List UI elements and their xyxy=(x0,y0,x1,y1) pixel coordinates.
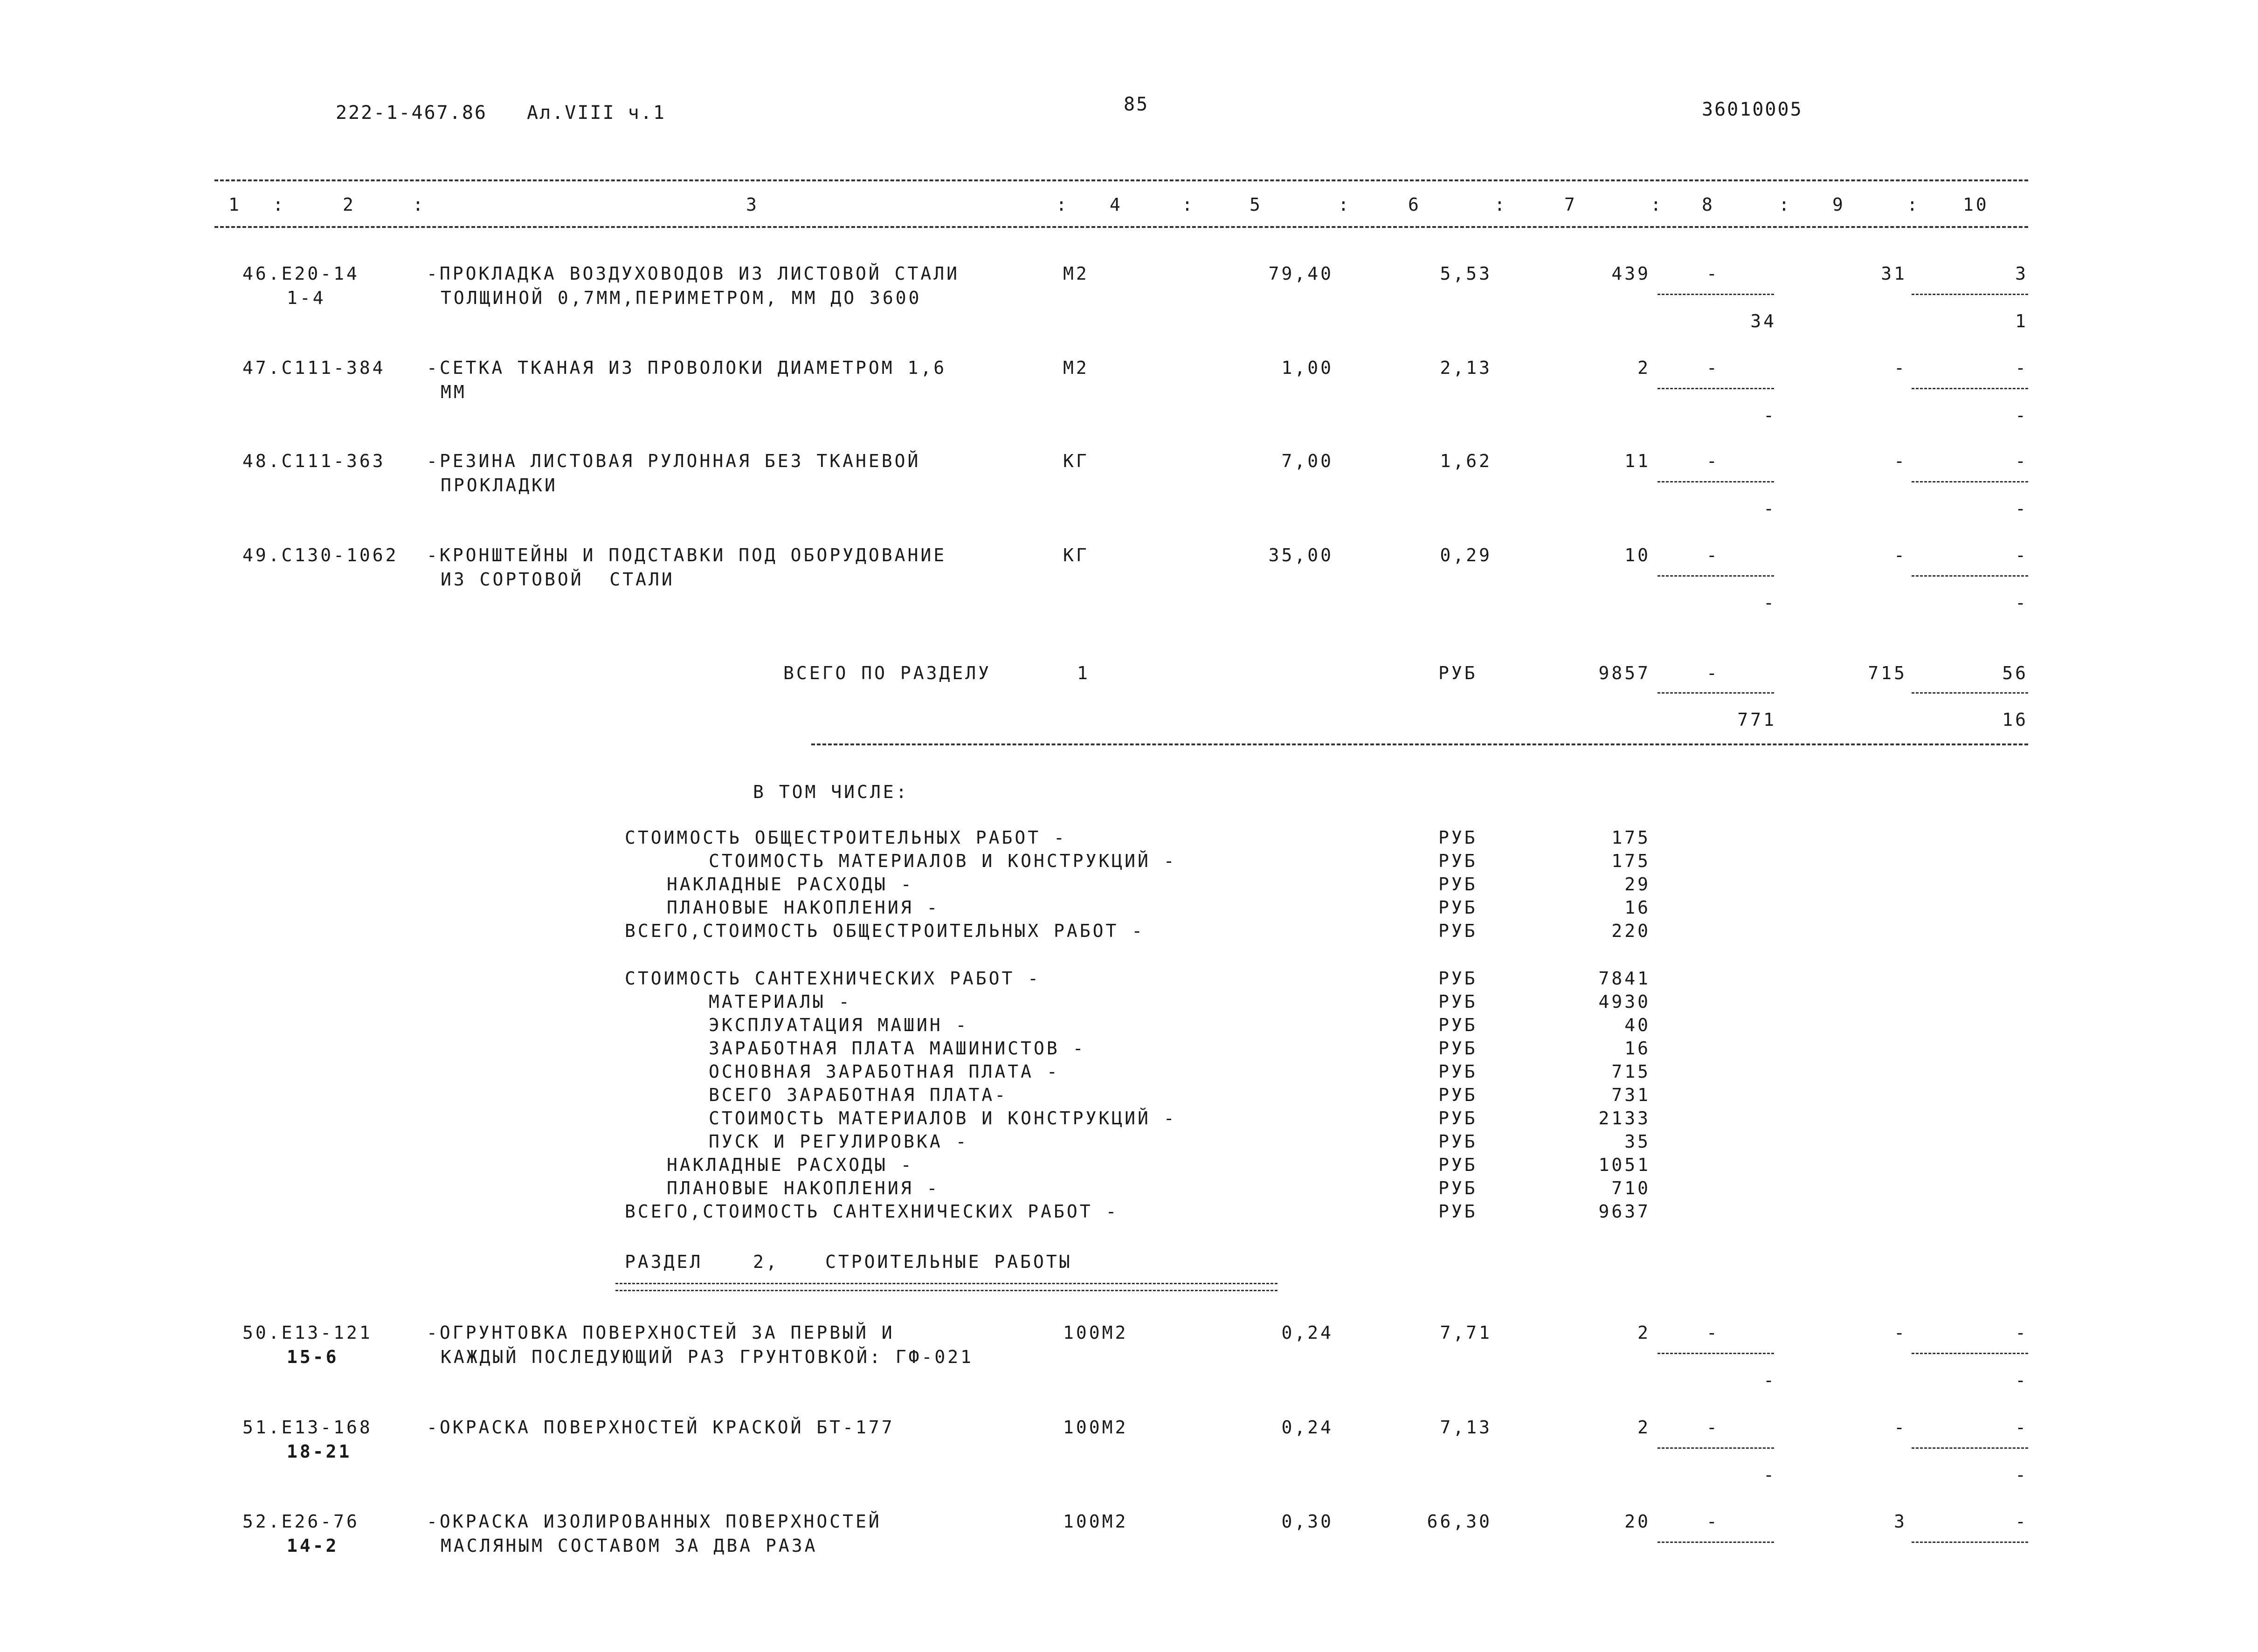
row-col10: - xyxy=(2015,358,2028,378)
row-quantity: 0,24 xyxy=(1281,1322,1333,1343)
row-unit: 100М2 xyxy=(1063,1417,1128,1438)
row-total: 2 xyxy=(1637,1322,1650,1343)
row-col10: - xyxy=(2015,1417,2028,1438)
summary-label: ОСНОВНАЯ ЗАРАБОТНАЯ ПЛАТА - xyxy=(709,1061,1060,1082)
summary-value: 35 xyxy=(1624,1131,1650,1152)
summary-value: 4930 xyxy=(1598,991,1650,1012)
row-col10-lower: - xyxy=(2015,592,2028,613)
row-col8-lower: - xyxy=(1763,592,1776,613)
row-unit-price: 7,71 xyxy=(1440,1322,1492,1343)
row-col8-lower: - xyxy=(1763,405,1776,426)
summary-value: 7841 xyxy=(1598,968,1650,989)
summary-label: ЭКСПЛУАТАЦИЯ МАШИН - xyxy=(709,1015,969,1035)
summary-unit: РУБ xyxy=(1438,1038,1478,1059)
row-unit: КГ xyxy=(1063,545,1089,565)
summary-label: НАКЛАДНЫЕ РАСХОДЫ - xyxy=(667,1155,914,1175)
page-number: 85 xyxy=(1124,94,1149,115)
summary-value: 220 xyxy=(1611,921,1650,941)
row-col8-divider xyxy=(1657,388,1774,389)
section-total-label: ВСЕГО ПО РАЗДЕЛУ xyxy=(783,663,992,683)
summary-value: 1051 xyxy=(1598,1155,1650,1175)
header-rule-bottom xyxy=(214,226,2028,228)
row-col10-divider xyxy=(1912,1542,2028,1543)
column-number: 5 xyxy=(1250,194,1263,215)
row-total: 2 xyxy=(1637,1417,1650,1438)
summary-value: 175 xyxy=(1611,851,1650,871)
summary-label: СТОИМОСТЬ ОБЩЕСТРОИТЕЛЬНЫХ РАБОТ - xyxy=(625,827,1067,848)
summary-value: 175 xyxy=(1611,827,1650,848)
row-description-cont: ТОЛЩИНОЙ 0,7ММ,ПЕРИМЕТРОМ, ММ ДО 3600 xyxy=(441,288,922,308)
section-total-number: 1 xyxy=(1077,663,1090,683)
summary-value: 2133 xyxy=(1598,1108,1650,1129)
summary-unit: РУБ xyxy=(1438,1201,1478,1222)
row-total: 20 xyxy=(1624,1511,1650,1532)
row-col8: - xyxy=(1706,1511,1719,1532)
row-col10: - xyxy=(2015,1322,2028,1343)
column-number: 2 xyxy=(343,194,356,215)
row-total: 439 xyxy=(1611,263,1650,284)
summary-unit: РУБ xyxy=(1438,1108,1478,1129)
column-number: 6 xyxy=(1408,194,1421,215)
row-subcode: 18-21 xyxy=(287,1441,352,1462)
section-total-unit: РУБ xyxy=(1438,663,1478,683)
summary-unit: РУБ xyxy=(1438,968,1478,989)
column-number: 1 xyxy=(228,194,242,215)
row-unit-price: 2,13 xyxy=(1440,358,1492,378)
summary-label: ВСЕГО ЗАРАБОТНАЯ ПЛАТА- xyxy=(709,1085,1008,1105)
row-unit: КГ xyxy=(1063,451,1089,471)
row-col10-lower: - xyxy=(2015,1370,2028,1390)
row-col10-divider xyxy=(1912,1447,2028,1449)
summary-unit: РУБ xyxy=(1438,1085,1478,1105)
row-col8-divider xyxy=(1657,1353,1774,1354)
section-total-col8: - xyxy=(1706,663,1719,683)
row-quantity: 35,00 xyxy=(1268,545,1333,565)
row-description-cont: КАЖДЫЙ ПОСЛЕДУЮЩИЙ РАЗ ГРУНТОВКОЙ: ГФ-021 xyxy=(441,1347,974,1367)
row-unit-price: 7,13 xyxy=(1440,1417,1492,1438)
row-subcode: 1-4 xyxy=(287,288,326,308)
row-description: -КРОНШТЕЙНЫ И ПОДСТАВКИ ПОД ОБОРУДОВАНИЕ xyxy=(427,545,947,565)
row-col8-lower: - xyxy=(1763,498,1776,519)
summary-label: ВСЕГО,СТОИМОСТЬ САНТЕХНИЧЕСКИХ РАБОТ - xyxy=(625,1201,1119,1222)
summary-unit: РУБ xyxy=(1438,851,1478,871)
row-unit: М2 xyxy=(1063,358,1089,378)
column-separator: : xyxy=(1182,194,1195,215)
summary-value: 16 xyxy=(1624,897,1650,918)
row-code: 50.Е13-121 xyxy=(242,1322,373,1343)
doc-code: 222-1-467.86 xyxy=(336,102,487,124)
row-col8-lower: - xyxy=(1763,1370,1776,1390)
row-unit-price: 1,62 xyxy=(1440,451,1492,471)
column-number: 3 xyxy=(746,194,759,215)
column-separator: : xyxy=(1650,194,1664,215)
row-total: 2 xyxy=(1637,358,1650,378)
summary-unit: РУБ xyxy=(1438,1155,1478,1175)
row-col10: - xyxy=(2015,545,2028,565)
row-unit-price: 66,30 xyxy=(1427,1511,1492,1532)
row-col9: - xyxy=(1894,545,1907,565)
summary-value: 731 xyxy=(1611,1085,1650,1105)
summary-unit: РУБ xyxy=(1438,921,1478,941)
row-unit: М2 xyxy=(1063,263,1089,284)
row-col8: - xyxy=(1706,1417,1719,1438)
summary-label: СТОИМОСТЬ МАТЕРИАЛОВ И КОНСТРУКЦИЙ - xyxy=(709,1108,1177,1129)
summary-unit: РУБ xyxy=(1438,1178,1478,1198)
document-number: 36010005 xyxy=(1702,99,1803,120)
column-separator: : xyxy=(1338,194,1351,215)
row-col10: - xyxy=(2015,451,2028,471)
summary-unit: РУБ xyxy=(1438,1131,1478,1152)
summary-label: ЗАРАБОТНАЯ ПЛАТА МАШИНИСТОВ - xyxy=(709,1038,1086,1059)
summary-value: 40 xyxy=(1624,1015,1650,1035)
section2-double-rule xyxy=(615,1283,1277,1291)
header-rule-top xyxy=(214,179,2028,181)
row-col8-divider xyxy=(1657,1447,1774,1449)
summary-value: 16 xyxy=(1624,1038,1650,1059)
row-col9: - xyxy=(1894,451,1907,471)
column-number: 9 xyxy=(1832,194,1845,215)
row-col9: 3 xyxy=(1894,1511,1907,1532)
including-label: В ТОМ ЧИСЛЕ: xyxy=(753,782,909,802)
column-separator: : xyxy=(1779,194,1792,215)
summary-unit: РУБ xyxy=(1438,1061,1478,1082)
row-description-cont: ММ xyxy=(441,382,467,402)
summary-label: СТОИМОСТЬ МАТЕРИАЛОВ И КОНСТРУКЦИЙ - xyxy=(709,851,1177,871)
row-total: 10 xyxy=(1624,545,1650,565)
row-total: 11 xyxy=(1624,451,1650,471)
row-col9: 31 xyxy=(1881,263,1907,284)
row-col10-divider xyxy=(1912,388,2028,389)
row-code: 48.С111-363 xyxy=(242,451,386,471)
row-col10: 3 xyxy=(2015,263,2028,284)
row-col8-divider xyxy=(1657,481,1774,482)
column-number: 8 xyxy=(1702,194,1715,215)
row-quantity: 7,00 xyxy=(1281,451,1333,471)
row-col8: - xyxy=(1706,451,1719,471)
column-number: 7 xyxy=(1564,194,1577,215)
row-description: -РЕЗИНА ЛИСТОВАЯ РУЛОННАЯ БЕЗ ТКАНЕВОЙ xyxy=(427,451,921,471)
row-col10-lower: - xyxy=(2015,405,2028,426)
row-col8: - xyxy=(1706,1322,1719,1343)
row-description-cont: ИЗ СОРТОВОЙ СТАЛИ xyxy=(441,569,675,590)
column-separator: : xyxy=(1907,194,1920,215)
row-subcode: 14-2 xyxy=(287,1535,339,1556)
row-col10-lower: - xyxy=(2015,498,2028,519)
row-unit-price: 0,29 xyxy=(1440,545,1492,565)
summary-value: 715 xyxy=(1611,1061,1650,1082)
row-col8: - xyxy=(1706,263,1719,284)
row-col10-divider xyxy=(1912,575,2028,577)
row-description: -ОГРУНТОВКА ПОВЕРХНОСТЕЙ ЗА ПЕРВЫЙ И xyxy=(427,1322,895,1343)
section-total-rule xyxy=(811,743,2028,745)
section-total-value: 9857 xyxy=(1598,663,1650,683)
row-col8-divider xyxy=(1657,575,1774,577)
summary-unit: РУБ xyxy=(1438,897,1478,918)
column-number: 4 xyxy=(1110,194,1123,215)
summary-value: 9637 xyxy=(1598,1201,1650,1222)
row-col9: - xyxy=(1894,1322,1907,1343)
row-col10: - xyxy=(2015,1511,2028,1532)
row-col8-lower: - xyxy=(1763,1465,1776,1485)
row-quantity: 0,30 xyxy=(1281,1511,1333,1532)
section-total-col10-divider xyxy=(1912,692,2028,694)
section-total-col10-lower: 16 xyxy=(2002,709,2028,730)
summary-value: 710 xyxy=(1611,1178,1650,1198)
summary-label: ВСЕГО,СТОИМОСТЬ ОБЩЕСТРОИТЕЛЬНЫХ РАБОТ - xyxy=(625,921,1145,941)
row-col8: - xyxy=(1706,358,1719,378)
section2-label: РАЗДЕЛ xyxy=(625,1252,703,1272)
row-unit: 100М2 xyxy=(1063,1511,1128,1532)
row-code: 51.Е13-168 xyxy=(242,1417,373,1438)
row-quantity: 0,24 xyxy=(1281,1417,1333,1438)
section-total-col9: 715 xyxy=(1868,663,1907,683)
column-separator: : xyxy=(1494,194,1507,215)
row-col8-divider xyxy=(1657,1542,1774,1543)
column-number: 10 xyxy=(1963,194,1989,215)
row-code: 49.С130-1062 xyxy=(242,545,399,565)
row-subcode: 15-6 xyxy=(287,1347,339,1367)
row-description: -ОКРАСКА ПОВЕРХНОСТЕЙ КРАСКОЙ БТ-177 xyxy=(427,1417,895,1438)
summary-label: СТОИМОСТЬ САНТЕХНИЧЕСКИХ РАБОТ - xyxy=(625,968,1041,989)
row-unit-price: 5,53 xyxy=(1440,263,1492,284)
row-col8-lower: 34 xyxy=(1750,311,1776,331)
row-quantity: 79,40 xyxy=(1268,263,1333,284)
column-separator: : xyxy=(273,194,286,215)
section-total-col10: 56 xyxy=(2002,663,2028,683)
row-col10-divider xyxy=(1912,481,2028,482)
column-separator: : xyxy=(1056,194,1069,215)
row-col9: - xyxy=(1894,358,1907,378)
row-col10-lower: 1 xyxy=(2015,311,2028,331)
summary-unit: РУБ xyxy=(1438,1015,1478,1035)
row-description: -СЕТКА ТКАНАЯ ИЗ ПРОВОЛОКИ ДИАМЕТРОМ 1,6 xyxy=(427,358,947,378)
row-code: 46.Е20-14 xyxy=(242,263,359,284)
album-ref: Ал.VIII ч.1 xyxy=(527,102,666,124)
row-description-cont: МАСЛЯНЫМ СОСТАВОМ ЗА ДВА РАЗА xyxy=(441,1535,818,1556)
row-quantity: 1,00 xyxy=(1281,358,1333,378)
section2-number: 2, xyxy=(753,1252,779,1272)
section-total-col8-divider xyxy=(1657,692,1774,694)
row-col10-divider xyxy=(1912,294,2028,295)
row-code: 52.Е26-76 xyxy=(242,1511,359,1532)
section-total-col8-lower: 771 xyxy=(1737,709,1776,730)
summary-label: ПУСК И РЕГУЛИРОВКА - xyxy=(709,1131,969,1152)
row-col10-divider xyxy=(1912,1353,2028,1354)
row-col9: - xyxy=(1894,1417,1907,1438)
summary-label: МАТЕРИАЛЫ - xyxy=(709,991,852,1012)
row-col8-divider xyxy=(1657,294,1774,295)
row-col8: - xyxy=(1706,545,1719,565)
summary-unit: РУБ xyxy=(1438,874,1478,895)
summary-unit: РУБ xyxy=(1438,827,1478,848)
row-description-cont: ПРОКЛАДКИ xyxy=(441,475,558,496)
summary-value: 29 xyxy=(1624,874,1650,895)
row-col10-lower: - xyxy=(2015,1465,2028,1485)
section2-title: СТРОИТЕЛЬНЫЕ РАБОТЫ xyxy=(825,1252,1072,1272)
row-unit: 100М2 xyxy=(1063,1322,1128,1343)
summary-label: ПЛАНОВЫЕ НАКОПЛЕНИЯ - xyxy=(667,1178,940,1198)
summary-label: НАКЛАДНЫЕ РАСХОДЫ - xyxy=(667,874,914,895)
row-description: -ОКРАСКА ИЗОЛИРОВАННЫХ ПОВЕРХНОСТЕЙ xyxy=(427,1511,882,1532)
column-separator: : xyxy=(413,194,426,215)
row-description: -ПРОКЛАДКА ВОЗДУХОВОДОВ ИЗ ЛИСТОВОЙ СТАЛИ xyxy=(427,263,960,284)
summary-label: ПЛАНОВЫЕ НАКОПЛЕНИЯ - xyxy=(667,897,940,918)
row-code: 47.С111-384 xyxy=(242,358,386,378)
summary-unit: РУБ xyxy=(1438,991,1478,1012)
